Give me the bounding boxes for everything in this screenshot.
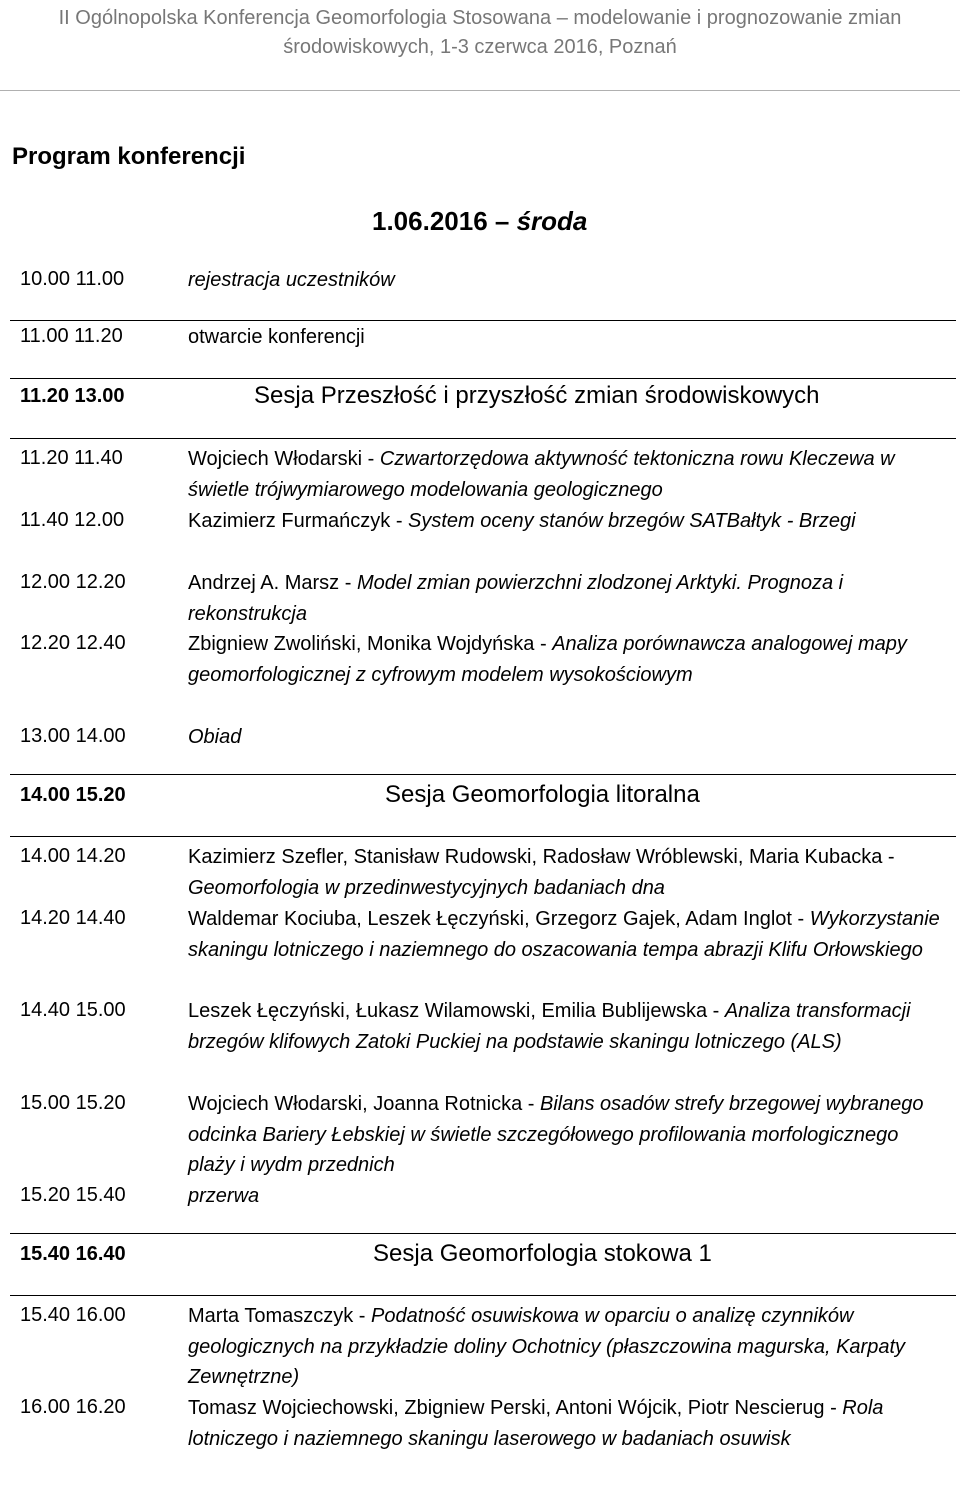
time-slot: 12.00 12.20 <box>20 571 126 593</box>
talk-entry <box>188 506 946 537</box>
talk-entry <box>188 568 946 629</box>
divider <box>10 836 956 837</box>
session-title: Sesja Przeszłość i przyszłość zmian środowiskowych <box>254 382 820 409</box>
time-slot: 10.00 11.00 <box>20 268 125 290</box>
time-slot: 15.20 15.40 <box>20 1184 126 1206</box>
talk-authors: Waldemar Kociuba, Leszek Łęczyński, Grzegorz Gajek, Adam Inglot - <box>188 908 810 930</box>
page-title: Program konferencji <box>12 143 246 170</box>
time-slot: 15.40 16.00 <box>20 1304 126 1326</box>
talk-entry <box>188 1301 946 1393</box>
time-slot: 13.00 14.00 <box>20 725 126 747</box>
talk-authors: Andrzej A. Marsz - <box>188 572 357 594</box>
agenda-item: przerwa <box>188 1185 260 1207</box>
talk-title: Wykorzystanie skaningu lotniczego i naziemnego do oszacowania tempa abrazji Klifu Orłowskiego <box>188 908 940 961</box>
time-slot: 15.00 15.20 <box>20 1092 126 1114</box>
day-weekday: środa <box>516 206 588 236</box>
time-slot: 11.40 12.00 <box>20 509 125 531</box>
session-title: Sesja Geomorfologia litoralna <box>385 781 700 808</box>
talk-authors: Marta Tomaszczyk - <box>188 1305 371 1327</box>
talk-entry <box>188 629 946 690</box>
talk-entry <box>188 444 946 505</box>
time-slot: 16.00 16.20 <box>20 1396 126 1418</box>
time-slot: 14.20 14.40 <box>20 907 126 929</box>
talk-title: Analiza transformacji brzegów klifowych Zatoki Puckiej na podstawie skaningu lotniczego (ALS) <box>188 1000 911 1053</box>
session-title: Sesja Geomorfologia stokowa 1 <box>373 1240 712 1267</box>
agenda-item: rejestracja uczestników <box>188 269 395 291</box>
time-slot: 14.00 14.20 <box>20 845 126 867</box>
talk-authors: Wojciech Włodarski, Joanna Rotnicka - <box>188 1093 540 1115</box>
time-slot: 14.40 15.00 <box>20 999 126 1021</box>
page-header <box>0 0 960 91</box>
talk-authors: Zbigniew Zwoliński, Monika Wojdyńska - <box>188 633 553 655</box>
talk-entry <box>188 904 946 965</box>
time-slot: 11.20 11.40 <box>20 447 123 469</box>
divider <box>10 774 956 775</box>
talk-title: Bilans osadów strefy brzegowej wybranego odcinka Bariery Łebskiej w świetle szczegółowego profilowania morfologicznego plaży i wydm przednich <box>188 1093 924 1177</box>
talk-title: Geomorfologia w przedinwestycyjnych badaniach dna <box>188 876 665 899</box>
talk-entry <box>188 1393 946 1454</box>
talk-authors: Leszek Łęczyński, Łukasz Wilamowski, Emilia Bublijewska - <box>188 1000 725 1022</box>
time-slot: 12.20 12.40 <box>20 632 126 654</box>
session-time: 15.40 16.40 <box>20 1243 126 1265</box>
session-time: 11.20 13.00 <box>20 385 125 407</box>
talk-title: Podatność osuwiskowa w oparciu o analizę czynników geologicznych na przykładzie doliny Ochotnicy (płaszczowina magurska, Karpaty Zewnętrzne) <box>188 1305 906 1389</box>
header-line-1: II Ogólnopolska Konferencja Geomorfologia Stosowana – modelowanie i prognozowanie zmian <box>58 7 902 29</box>
talk-authors: Kazimierz Szefler, Stanisław Rudowski, Radosław Wróblewski, Maria Kubacka - <box>188 846 895 868</box>
divider <box>10 438 956 439</box>
talk-authors: Wojciech Włodarski - <box>188 448 380 470</box>
time-slot: 11.00 11.20 <box>20 325 123 347</box>
talk-title: Analiza porównawcza analogowej mapy geomorfologicznej z cyfrowym modelem wysokościowym <box>188 633 907 686</box>
talk-entry <box>188 996 946 1057</box>
header-line-2: środowiskowych, 1-3 czerwca 2016, Poznań <box>283 36 677 58</box>
divider <box>10 1295 956 1296</box>
talk-title: Czwartorzędowa aktywność tektoniczna rowu Kleczewa w świetle trójwymiarowego modelowania geologicznego <box>188 448 895 501</box>
divider <box>10 320 956 321</box>
session-time: 14.00 15.20 <box>20 784 126 806</box>
day-date: 1.06.2016 – <box>372 206 510 236</box>
agenda-item: Obiad <box>188 726 242 748</box>
talk-authors: Tomasz Wojciechowski, Zbigniew Perski, Antoni Wójcik, Piotr Nescierug - <box>188 1397 843 1419</box>
divider <box>10 1233 956 1234</box>
talk-title: Rola lotniczego i naziemnego skaningu laserowego w badaniach osuwisk <box>188 1397 884 1450</box>
talk-title: Model zmian powierzchni zlodzonej Arktyki. Prognoza i rekonstrukcja <box>188 572 844 625</box>
day-heading <box>372 206 587 237</box>
talk-entry <box>188 842 946 903</box>
agenda-item: otwarcie konferencji <box>188 326 365 348</box>
talk-title: System oceny stanów brzegów SATBałtyk - Brzegi <box>408 510 856 532</box>
divider <box>10 378 956 379</box>
talk-entry <box>188 1089 946 1181</box>
talk-authors: Kazimierz Furmańczyk - <box>188 510 409 532</box>
